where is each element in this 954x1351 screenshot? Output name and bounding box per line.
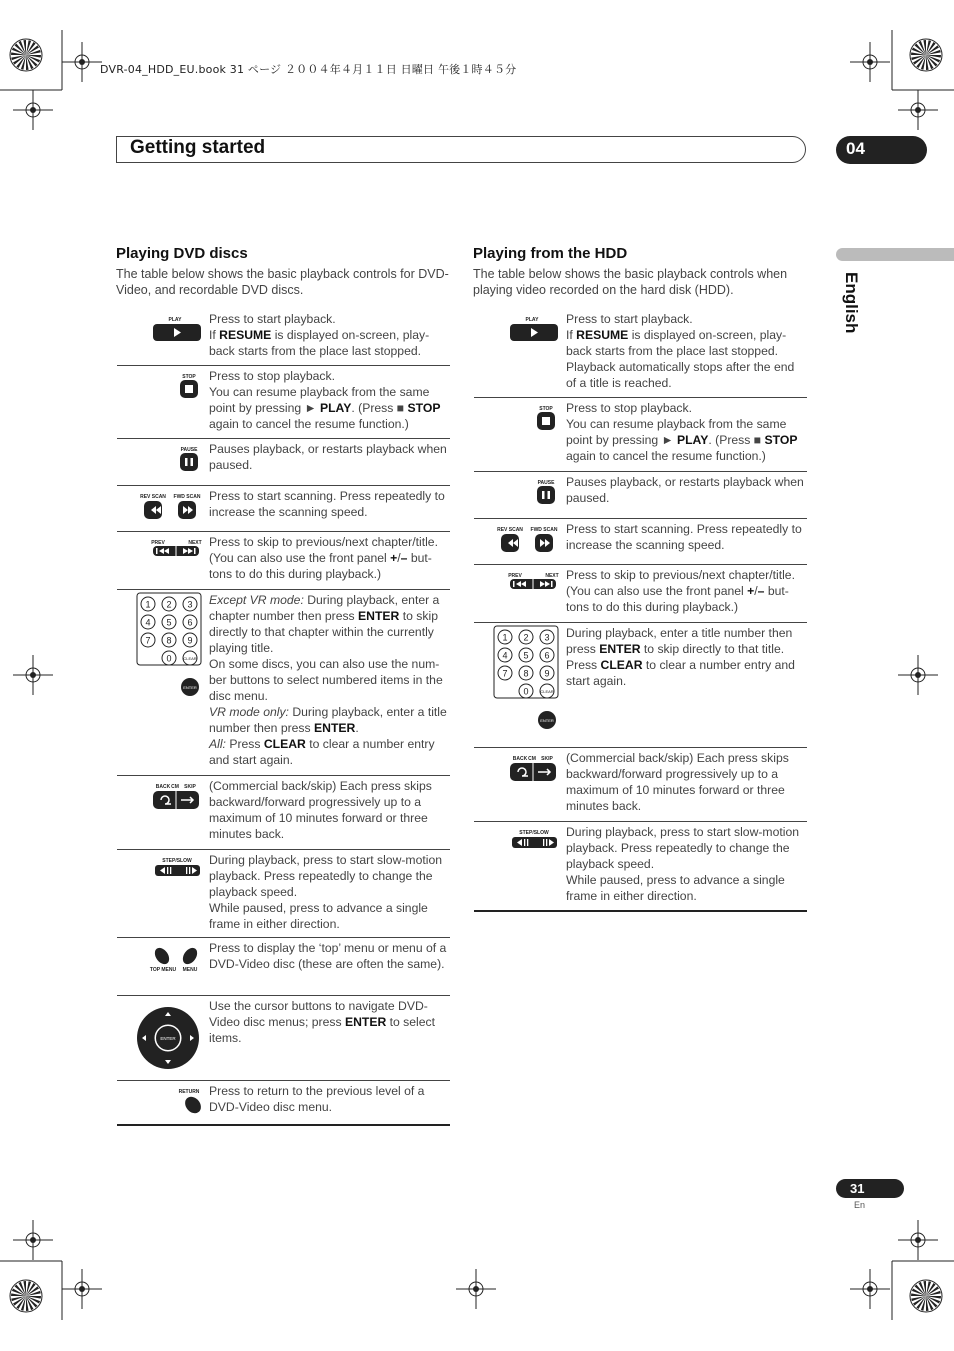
svg-text:REV SCAN: REV SCAN: [140, 494, 166, 500]
control-row: [117, 938, 450, 996]
pause-icon: [117, 439, 209, 485]
printer-slug-line: DVR-04_HDD_EU.book 31 ページ ２００４年４月１１日 日曜日 午後１時４５分: [100, 63, 517, 76]
control-row: [474, 623, 807, 748]
control-description: Press to stop playback. You can resume playback from the same point by pressing ► PLAY. (Press ■ STOP again to cancel the resume function.): [566, 401, 798, 463]
svg-text:5: 5: [523, 650, 529, 661]
page-language-code: En: [854, 1200, 866, 1210]
svg-text:CLEAR: CLEAR: [540, 689, 554, 694]
svg-text:STOP: STOP: [182, 374, 196, 380]
control-row: [474, 309, 807, 398]
control-description: Press to start playback. If RESUME is displayed on-screen, play-back starts from the place last stopped.: [209, 312, 430, 358]
svg-text:CM: CM: [528, 756, 536, 762]
svg-text:ENTER: ENTER: [183, 685, 197, 690]
control-description: Press to return to the previous level of a DVD-Video disc menu.: [209, 1084, 425, 1114]
svg-text:PLAY: PLAY: [525, 317, 539, 323]
svg-text:RETURN: RETURN: [178, 1089, 200, 1095]
right-section-intro: The table below shows the basic playback controls when playing video recorded on the hard disk (HDD).: [473, 267, 788, 297]
svg-text:BACK: BACK: [512, 756, 528, 762]
svg-text:1: 1: [502, 632, 508, 643]
control-row: [474, 398, 807, 472]
control-row: [117, 366, 450, 439]
svg-text:9: 9: [544, 668, 550, 679]
svg-text:4: 4: [145, 617, 151, 628]
control-row: [474, 822, 807, 910]
svg-text:PREV: PREV: [508, 573, 522, 579]
prev-next-icon: [117, 532, 209, 589]
svg-text:CLEAR: CLEAR: [183, 656, 197, 661]
control-row: [474, 472, 807, 519]
svg-text:2: 2: [523, 632, 529, 643]
prev-next-icon: [474, 565, 566, 622]
language-tab: [836, 248, 954, 261]
svg-text:3: 3: [544, 632, 550, 643]
control-row: [117, 776, 450, 850]
step-slow-icon: [474, 822, 566, 910]
control-description: Pauses playback, or restarts playback when paused.: [209, 442, 447, 472]
svg-text:ENTER: ENTER: [160, 1036, 176, 1041]
stop-icon: [117, 366, 209, 438]
svg-text:PAUSE: PAUSE: [537, 480, 555, 486]
left-control-table: [117, 309, 450, 1126]
control-row: [474, 748, 807, 822]
commercial-skip-icon: [474, 748, 566, 821]
svg-text:0: 0: [166, 653, 172, 664]
svg-text:7: 7: [145, 635, 151, 646]
control-description: Press to skip to previous/next chapter/title. (You can also use the front panel +/– but-tons to do this during playback.): [566, 568, 795, 614]
left-section-title: Playing DVD discs: [116, 245, 248, 262]
control-row: [117, 1081, 450, 1124]
svg-text:TOP MENU: TOP MENU: [149, 967, 177, 973]
control-description: Pauses playback, or restarts playback when paused.: [566, 475, 804, 505]
svg-text:7: 7: [502, 668, 508, 679]
svg-text:NEXT: NEXT: [188, 540, 202, 546]
svg-text:PAUSE: PAUSE: [180, 447, 198, 453]
return-icon: [117, 1081, 209, 1124]
svg-text:4: 4: [502, 650, 508, 661]
control-row: [117, 486, 450, 532]
svg-text:SKIP: SKIP: [541, 756, 553, 762]
svg-text:8: 8: [523, 668, 529, 679]
left-section-intro: The table below shows the basic playback controls for DVD-Video, and recordable DVD discs.: [116, 267, 449, 297]
control-description: Press to skip to previous/next chapter/title. (You can also use the front panel +/– but-tons to do this during playback.): [209, 535, 438, 581]
svg-text:3: 3: [187, 599, 193, 610]
svg-text:REV SCAN: REV SCAN: [497, 527, 523, 533]
svg-text:BACK: BACK: [155, 784, 171, 790]
language-label: English: [842, 272, 861, 334]
svg-text:9: 9: [187, 635, 193, 646]
control-description: Use the cursor buttons to navigate DVD-Video disc menus; press ENTER to select items.: [209, 999, 436, 1045]
page-number-badge: 31: [836, 1179, 904, 1198]
control-description: Press to stop playback. You can resume playback from the same point by pressing ► PLAY. (Press ■ STOP again to cancel the resume function.): [209, 369, 441, 431]
scan-icon: [117, 486, 209, 531]
control-row: [117, 439, 450, 486]
control-row: [117, 590, 450, 776]
scan-icon: [474, 519, 566, 564]
control-row: [474, 565, 807, 623]
control-description: Press to start scanning. Press repeatedly to increase the scanning speed.: [209, 489, 445, 519]
control-description: Except VR mode: During playback, enter a chapter number then press ENTER to skip directly to that chapter within the currently playing title. On some discs, you can also use the num-ber buttons to select numbered items in the disc menu. VR mode only: During playback, enter a title number then press ENTER. All: Press CLEAR to clear a number entry and start again.: [209, 593, 447, 767]
control-row: [474, 519, 807, 565]
svg-text:PREV: PREV: [151, 540, 165, 546]
number-keypad-icon: [474, 623, 566, 747]
svg-text:STOP: STOP: [539, 406, 553, 412]
svg-text:5: 5: [166, 617, 172, 628]
svg-text:STEP/SLOW: STEP/SLOW: [162, 858, 192, 864]
play-icon: [117, 309, 209, 365]
control-row: [117, 532, 450, 590]
control-description: During playback, press to start slow-motion playback. Press repeatedly to change the playback speed. While paused, press to advance a single frame in either direction.: [566, 825, 800, 903]
svg-text:PLAY: PLAY: [168, 317, 182, 323]
svg-text:6: 6: [187, 617, 193, 628]
svg-text:NEXT: NEXT: [545, 573, 559, 579]
svg-text:6: 6: [544, 650, 550, 661]
svg-text:1: 1: [145, 599, 151, 610]
right-control-table: [474, 309, 807, 912]
step-slow-icon: [117, 850, 209, 937]
control-description: During playback, press to start slow-motion playback. Press repeatedly to change the playback speed. While paused, press to advance a single frame in either direction.: [209, 853, 443, 931]
commercial-skip-icon: [117, 776, 209, 849]
pause-icon: [474, 472, 566, 518]
svg-text:0: 0: [523, 686, 529, 697]
control-description: (Commercial back/skip) Each press skips backward/forward progressively up to a maximum of 10 minutes forward or three minutes back.: [209, 779, 432, 841]
control-description: (Commercial back/skip) Each press skips backward/forward progressively up to a maximum of 10 minutes forward or three minutes back.: [566, 751, 789, 813]
control-row: [117, 850, 450, 938]
svg-text:FWD SCAN: FWD SCAN: [173, 494, 201, 500]
stop-icon: [474, 398, 566, 471]
svg-text:MENU: MENU: [182, 967, 198, 973]
svg-text:STEP/SLOW: STEP/SLOW: [519, 830, 549, 836]
svg-text:2: 2: [166, 599, 172, 610]
control-description: During playback, enter a title number then press ENTER to skip directly to that title. Press CLEAR to clear a number entry and start again.: [566, 626, 795, 688]
svg-text:SKIP: SKIP: [184, 784, 196, 790]
control-description: Press to start scanning. Press repeatedly to increase the scanning speed.: [566, 522, 802, 552]
control-row: [117, 309, 450, 366]
play-icon: [474, 309, 566, 397]
right-section-title: Playing from the HDD: [473, 245, 628, 262]
control-description: Press to display the ‘top’ menu or menu of a DVD-Video disc (these are often the same).: [209, 941, 447, 971]
page-title: Getting started: [130, 137, 266, 158]
cursor-pad-icon: [117, 996, 209, 1080]
svg-text:CM: CM: [171, 784, 179, 790]
control-row: [117, 996, 450, 1081]
chapter-badge: 04: [836, 136, 927, 164]
svg-text:FWD SCAN: FWD SCAN: [530, 527, 558, 533]
control-description: Press to start playback. If RESUME is displayed on-screen, play-back starts from the place last stopped. Playback automatically stops after the end of a title is reached.: [566, 312, 795, 390]
number-keypad-icon: [117, 590, 209, 775]
svg-text:ENTER: ENTER: [540, 718, 554, 723]
svg-text:8: 8: [166, 635, 172, 646]
top-menu-icon: [117, 938, 209, 995]
